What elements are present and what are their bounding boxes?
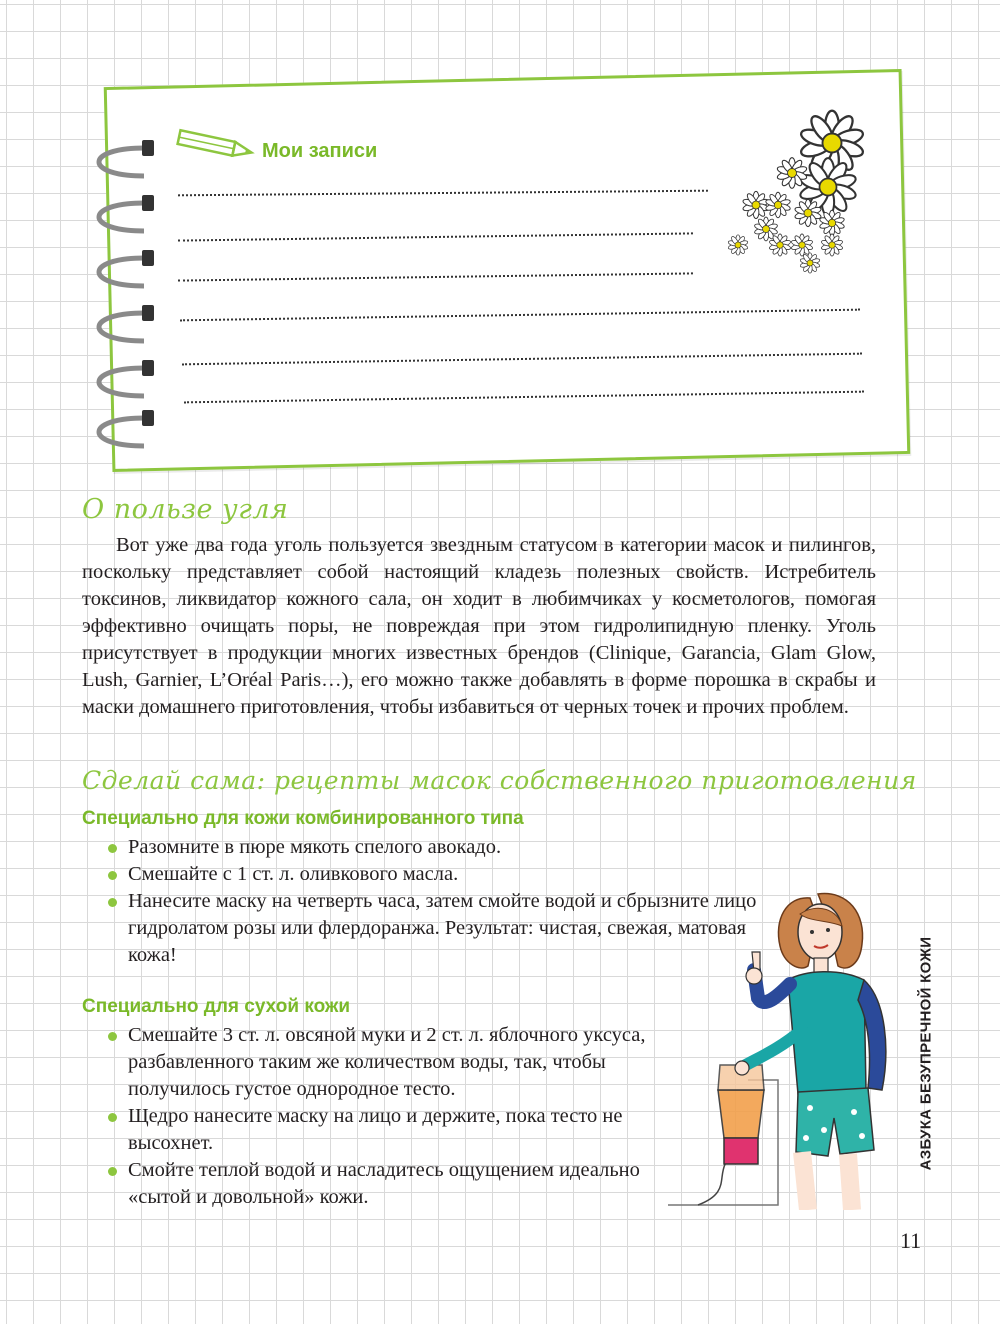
dry-skin-title: Специально для сухой кожи: [82, 996, 351, 1017]
list-item: Смешайте с 1 ст. л. оливкового масла.: [104, 861, 776, 888]
page-number: 11: [900, 1228, 922, 1253]
section-heading-recipes: Сделай сама: рецепты масок собственного приготовления: [82, 766, 917, 795]
section-heading-charcoal: О пользе угля: [82, 494, 289, 525]
charcoal-paragraph: Вот уже два года уголь пользуется звездным статусом в категории масок и пилингов, поскольку представляет собой настоящий кладезь полезных свойств. Истребитель токсинов, ликвидатор кожного сала, он ходит в любимчиках у косметологов, помогая эффективно очищать поры, не повреждая при этом гидролипидную пленку. Уголь присутствует в продукции многих известных брендов (Clinique, Garancia, Glam Glow, Lush, Garnier, L’Oréal Paris…), его можно также добавлять в форме порошка в скрабы и маски домашнего приготовления, чтобы избавиться от черных точек и прочих проблем.: [82, 534, 876, 718]
notes-title: Мои записи: [262, 140, 378, 162]
dry-skin-list: [104, 1022, 690, 1211]
combo-skin-title: Специально для кожи комбинированного типа: [82, 808, 524, 829]
list-item: Щедро нанесите маску на лицо и держите, пока тесто не высохнет.: [104, 1103, 690, 1157]
side-tab-label: АЗБУКА БЕЗУПРЕЧНОЙ КОЖИ: [917, 936, 935, 1170]
list-item: Смешайте 3 ст. л. овсяной муки и 2 ст. л. яблочного уксуса, разбавленного таким же количеством воды, так, чтобы получилось густое однородное тесто.: [104, 1022, 690, 1103]
pencil-icon: [174, 128, 258, 164]
list-item: Разомните в пюре мякоть спелого авокадо.: [104, 834, 776, 861]
woman-with-blender-illustration: [668, 880, 908, 1210]
daisy-flowers-icon: [720, 105, 870, 275]
spiral-binding-icon: [74, 128, 184, 458]
list-item: Нанесите маску на четверть часа, затем смойте водой и сбрызните лицо гидролатом розы или флердоранжа. Результат: чистая, свежая, матовая кожа!: [104, 888, 776, 969]
list-item: Смойте теплой водой и насладитесь ощущением идеально «сытой и довольной» кожи.: [104, 1157, 690, 1211]
side-tab: [912, 936, 940, 1170]
